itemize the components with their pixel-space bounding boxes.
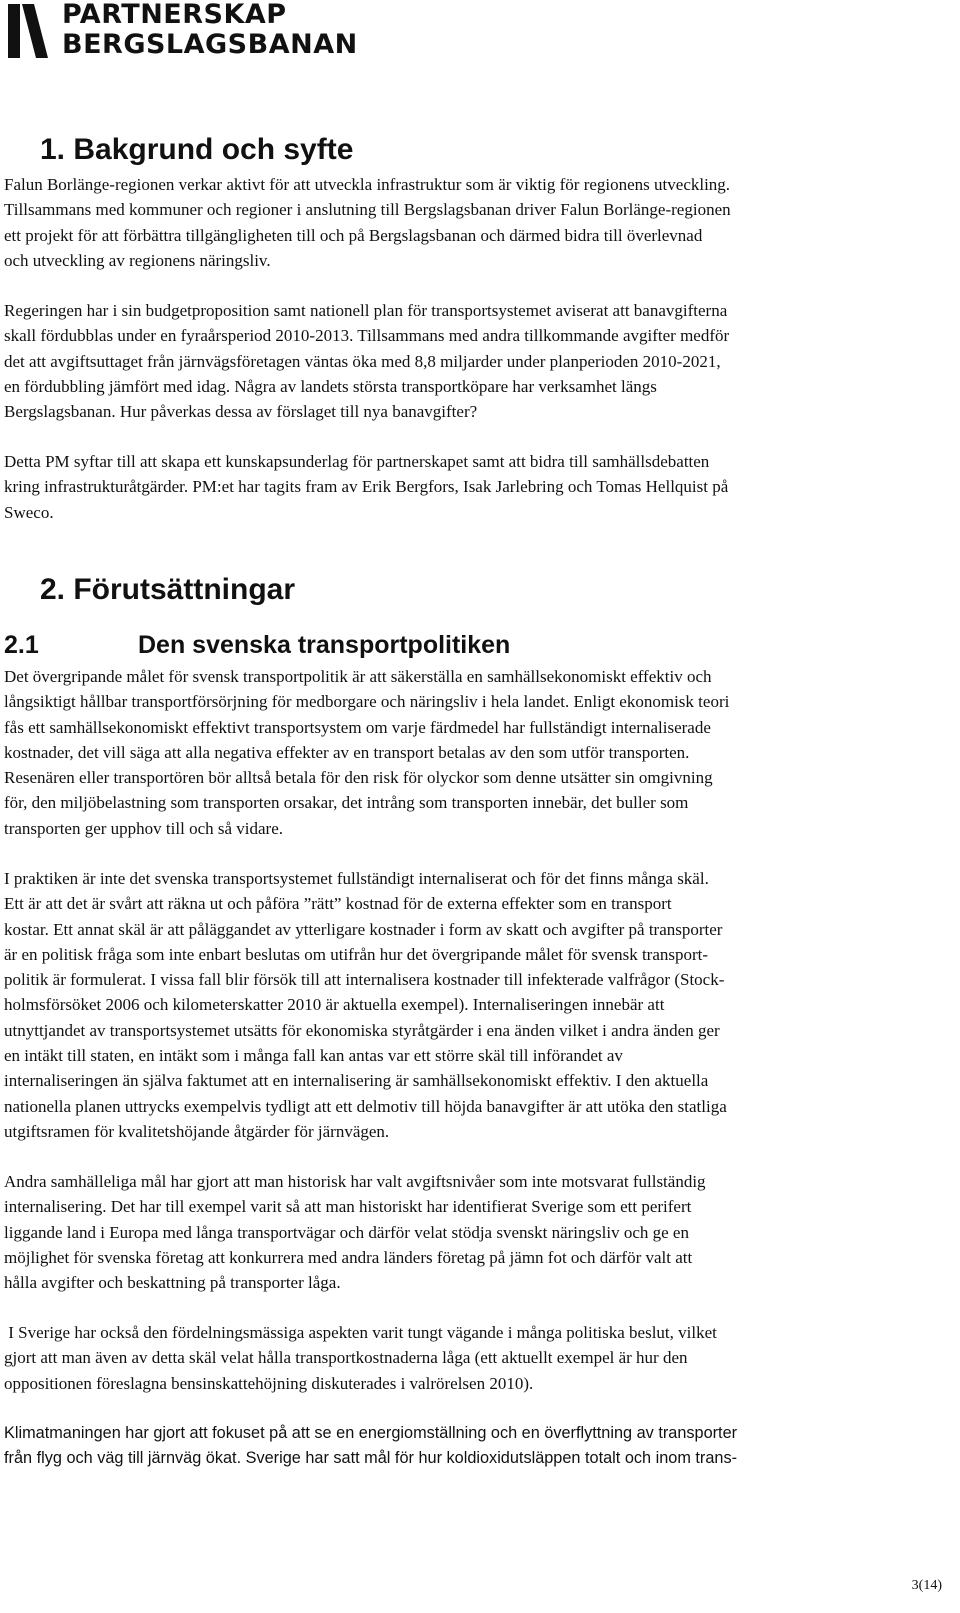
text-line: långsiktigt hållbar transportförsörjning för medborgare och näringsliv i hela landet. Enligt ekonomisk teori <box>4 692 730 712</box>
text-line: är en politisk fråga som inte enbart beslutas om utifrån hur det övergripande målet för svensk transport- <box>4 944 709 964</box>
text-line: Detta PM syftar till att skapa ett kunskapsunderlag för partnerskapet samt att bidra till samhällsdebatten <box>4 452 710 471</box>
text-line: för, den miljöbelastning som transporten orsakar, det intrång som transporten innebär, det buller som <box>4 793 689 813</box>
text-line: från flyg och väg till järnväg ökat. Sverige har satt mål för hur koldioxidutsläppen totalt och inom trans- <box>4 1449 738 1468</box>
text-line: kring infrastrukturåtgärder. PM:et har tagits fram av Erik Bergfors, Isak Jarlebring och Tomas Hellquist på <box>4 477 729 497</box>
text-line: politik är formulerat. I vissa fall blir försök till att internalisera kostnader till infekterade valfrågor (Stock- <box>4 970 725 990</box>
text-line: Regeringen har i sin budgetproposition samt nationell plan för transportsystemet aviserat att banavgifterna <box>4 301 728 320</box>
text-line: oppositionen föreslagna bensinskattehöjning diskuterades i valrörelsen 2010). <box>4 1373 534 1393</box>
text-line: nationella planen uttrycks exempelvis tydligt att ett delmotiv till höjda banavgifter är att utöka den statliga <box>4 1096 727 1116</box>
text-line: Resenären eller transportören bör alltså betala för den risk för olyckor som denne utsätter sin omgivning <box>4 768 713 788</box>
text-line: hålla avgifter och beskattning på transporter låga. <box>4 1273 341 1293</box>
logo-text <box>62 0 358 60</box>
text-line: Falun Borlänge-regionen verkar aktivt för att utveckla infrastruktur som är viktig för regionens utveckling. <box>4 175 731 194</box>
section-2-paragraph-4 <box>4 1320 934 1396</box>
text-line: I Sverige har också den fördelningsmässiga aspekten varit tungt vägande i många politiska beslut, vilket <box>4 1323 717 1342</box>
text-line: Ett är att det är svårt att räkna ut och påföra ”rätt” kostnad för de externa effekter som en transport <box>4 894 672 914</box>
text-line: möjlighet för svenska företag att konkurrera med andra länders företag på jämn fot och därför valt att <box>4 1247 693 1267</box>
text-line: Andra samhälleliga mål har gjort att man historisk har valt avgiftsnivåer som inte motsvarat fullständig <box>4 1172 706 1191</box>
logo-line-1: PARTNERSKAP <box>62 0 287 30</box>
logo-line-2: BERGSLAGSBANAN <box>62 29 358 60</box>
text-line: Bergslagsbanan. Hur påverkas dessa av förslaget till nya banavgifter? <box>4 402 478 422</box>
text-line: en intäkt till staten, en intäkt som i många fall kan antas var ett större skäl till införandet av <box>4 1046 623 1066</box>
text-line: och utveckling av regionens näringsliv. <box>4 250 271 270</box>
text-line: skall fördubblas under en fyraårsperiod 2010-2013. Tillsammans med andra tillkommande avgifter medför <box>4 326 730 346</box>
text-line: Klimatmaningen har gjort att fokuset på att se en energiomställning och en överflyttning av transporter <box>4 1424 738 1442</box>
text-line: holmsförsöket 2006 och kilometerskatter 2010 är aktuella exempel). Internaliseringen innebär att <box>4 995 665 1015</box>
text-line: en fördubbling jämfört med idag. Några av landets största transportköpare har verksamhet längs <box>4 376 657 396</box>
text-line: liggande land i Europa med långa transportvägar och därför velat stödja svenskt näringsliv och ge en <box>4 1222 689 1242</box>
text-line: fås ett samhällsekonomiskt effektivt transportsystem om varje färdmedel har fullständigt internaliserade <box>4 717 711 737</box>
logo-mark-icon <box>6 2 50 60</box>
text-line: utgiftsramen för kvalitetshöjande åtgärder för järnvägen. <box>4 1121 390 1141</box>
text-line: utnyttjandet av transportsystemet utsätts för ekonomiska styråtgärder i ena änden vilket i andra änden ger <box>4 1020 720 1040</box>
subsection-title: Den svenska transportpolitiken <box>138 631 511 659</box>
text-line: Sweco. <box>4 502 54 522</box>
text-line: kostar. Ett annat skäl är att påläggandet av ytterligare kostnader i form av skatt och avgifter på transporter <box>4 919 723 939</box>
section-1-paragraph-3 <box>4 449 934 525</box>
text-line: internaliseringen än själva faktumet att en internalisering är samhällsekonomiskt effektiv. I den aktuella <box>4 1071 709 1091</box>
text-line: Tillsammans med kommuner och regioner i anslutning till Bergslagsbanan driver Falun Borlänge-regionen <box>4 200 731 220</box>
section-2-paragraph-2 <box>4 866 934 1144</box>
section-2-1-heading <box>4 631 510 660</box>
text-line: gjort att man även av detta skäl velat hålla transportkostnaderna låga (ett aktuellt exempel är hur den <box>4 1348 688 1368</box>
text-line: internalisering. Det har till exempel varit så att man historiskt har identifierat Sverige som ett perifert <box>4 1197 692 1217</box>
text-line: transporten ger upphov till och så vidare. <box>4 818 284 838</box>
text-line: I praktiken är inte det svenska transportsystemet fullständigt internaliserat och för det finns många skäl. <box>4 869 709 888</box>
section-1-heading: 1. Bakgrund och syfte <box>40 133 354 166</box>
subsection-number: 2.1 <box>4 631 39 659</box>
section-2-paragraph-3 <box>4 1169 934 1295</box>
section-2-heading: 2. Förutsättningar <box>40 573 296 606</box>
section-2-paragraph-5 <box>4 1421 934 1472</box>
text-line: kostnader, det vill säga att alla negativa effekter av en transport betalas av den som utför transporten. <box>4 742 690 762</box>
text-line: det att avgiftsuttaget från järnvägsföretagen väntas öka med 8,8 miljarder under planperioden 2010-2021, <box>4 351 721 371</box>
text-line: Det övergripande målet för svensk transportpolitik är att säkerställa en samhällsekonomiskt effektiv och <box>4 667 712 686</box>
partnerskap-logo <box>6 0 426 64</box>
page-number: 3(14) <box>911 1578 942 1593</box>
section-1-paragraph-2 <box>4 298 934 424</box>
text-line: ett projekt för att förbättra tillgängligheten till och på Bergslagsbanan och därmed bidra till överlevnad <box>4 225 703 245</box>
section-2-paragraph-1 <box>4 664 934 841</box>
section-1-paragraph-1 <box>4 172 934 273</box>
